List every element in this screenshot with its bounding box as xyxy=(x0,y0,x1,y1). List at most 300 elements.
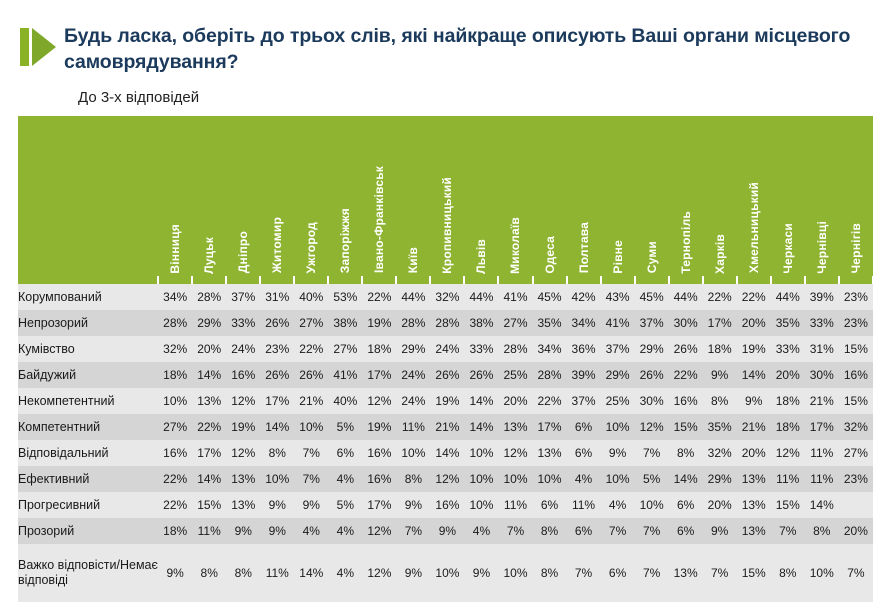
column-header xyxy=(839,116,873,276)
column-header-label: Житомир xyxy=(270,217,285,274)
value-cell: 26% xyxy=(430,362,464,388)
value-cell: 22% xyxy=(669,362,703,388)
value-cell: 12% xyxy=(226,440,260,466)
value-cell: 26% xyxy=(669,336,703,362)
page-subtitle: До 3-х відповідей xyxy=(78,89,200,107)
value-cell: 15% xyxy=(669,414,703,440)
value-cell: 34% xyxy=(567,310,601,336)
column-header xyxy=(226,116,260,276)
value-cell: 6% xyxy=(567,440,601,466)
value-cell: 12% xyxy=(226,388,260,414)
value-cell: 22% xyxy=(158,492,192,518)
value-cell: 11% xyxy=(805,466,839,492)
value-cell: 8% xyxy=(260,440,294,466)
value-cell: 37% xyxy=(601,336,635,362)
value-cell: 6% xyxy=(328,440,362,466)
value-cell: 13% xyxy=(669,544,703,602)
value-cell: 27% xyxy=(839,440,873,466)
column-header-label: Чернівці xyxy=(814,220,829,274)
column-header xyxy=(567,116,601,276)
value-cell: 13% xyxy=(737,492,771,518)
spacer-cell xyxy=(430,276,464,284)
table-header xyxy=(18,116,873,284)
value-cell: 24% xyxy=(396,362,430,388)
spacer-cell xyxy=(362,276,396,284)
column-header-label: Харків xyxy=(712,233,727,274)
value-cell: 16% xyxy=(362,466,396,492)
spacer-cell xyxy=(226,276,260,284)
value-cell: 28% xyxy=(158,310,192,336)
value-cell: 19% xyxy=(430,388,464,414)
value-cell: 19% xyxy=(226,414,260,440)
column-header xyxy=(430,116,464,276)
value-cell: 10% xyxy=(601,414,635,440)
value-cell: 10% xyxy=(464,440,498,466)
column-header-label: Луцьк xyxy=(202,236,217,274)
value-cell: 32% xyxy=(430,284,464,310)
value-cell: 31% xyxy=(260,284,294,310)
value-cell: 14% xyxy=(260,414,294,440)
value-cell: 35% xyxy=(771,310,805,336)
value-cell: 20% xyxy=(839,518,873,544)
table-corner-cell xyxy=(18,116,158,276)
value-cell: 31% xyxy=(805,336,839,362)
value-cell: 8% xyxy=(396,466,430,492)
value-cell: 38% xyxy=(328,310,362,336)
value-cell: 35% xyxy=(703,414,737,440)
value-cell: 14% xyxy=(464,388,498,414)
value-cell: 15% xyxy=(737,544,771,602)
value-cell: 16% xyxy=(839,362,873,388)
column-header-label: Полтава xyxy=(576,222,591,274)
value-cell: 25% xyxy=(601,388,635,414)
value-cell: 8% xyxy=(533,518,567,544)
spacer-cell xyxy=(396,276,430,284)
value-cell: 19% xyxy=(737,336,771,362)
column-header-label: Тернопіль xyxy=(678,210,693,274)
value-cell: 10% xyxy=(498,544,532,602)
value-cell: 53% xyxy=(328,284,362,310)
value-cell: 15% xyxy=(192,492,226,518)
value-cell: 33% xyxy=(226,310,260,336)
value-cell: 27% xyxy=(294,310,328,336)
value-cell: 29% xyxy=(192,310,226,336)
value-cell: 9% xyxy=(260,492,294,518)
value-cell: 6% xyxy=(567,414,601,440)
value-cell: 20% xyxy=(771,362,805,388)
row-label: Корумпований xyxy=(18,284,158,310)
value-cell: 26% xyxy=(260,362,294,388)
value-cell: 12% xyxy=(362,388,396,414)
value-cell: 44% xyxy=(396,284,430,310)
value-cell: 45% xyxy=(533,284,567,310)
value-cell: 23% xyxy=(260,336,294,362)
spacer-cell xyxy=(737,276,771,284)
value-cell: 15% xyxy=(771,492,805,518)
value-cell: 23% xyxy=(839,310,873,336)
value-cell: 13% xyxy=(498,414,532,440)
value-cell: 6% xyxy=(533,492,567,518)
value-cell: 34% xyxy=(533,336,567,362)
value-cell: 12% xyxy=(362,544,396,602)
value-cell: 6% xyxy=(669,492,703,518)
column-header-label: Ужгород xyxy=(304,221,319,274)
spacer-cell xyxy=(158,276,192,284)
value-cell: 28% xyxy=(498,336,532,362)
value-cell: 12% xyxy=(635,414,669,440)
header-spacer-row xyxy=(18,276,873,284)
spacer-cell xyxy=(192,276,226,284)
table-body xyxy=(18,284,873,602)
value-cell: 14% xyxy=(737,362,771,388)
value-cell: 9% xyxy=(260,518,294,544)
value-cell: 8% xyxy=(192,544,226,602)
value-cell: 33% xyxy=(771,336,805,362)
value-cell: 18% xyxy=(771,388,805,414)
data-table-container xyxy=(18,116,874,602)
column-header xyxy=(464,116,498,276)
value-cell: 12% xyxy=(362,518,396,544)
value-cell: 6% xyxy=(567,518,601,544)
row-label: Байдужий xyxy=(18,362,158,388)
value-cell: 29% xyxy=(703,466,737,492)
column-header xyxy=(158,116,192,276)
value-cell: 20% xyxy=(737,310,771,336)
arrow-bullet-icon xyxy=(18,24,64,70)
value-cell: 44% xyxy=(669,284,703,310)
table-row xyxy=(18,440,873,466)
value-cell: 22% xyxy=(737,284,771,310)
value-cell: 24% xyxy=(226,336,260,362)
value-cell: 22% xyxy=(294,336,328,362)
table-row xyxy=(18,362,873,388)
value-cell: 23% xyxy=(839,466,873,492)
spacer-cell xyxy=(18,276,158,284)
value-cell: 30% xyxy=(805,362,839,388)
value-cell: 8% xyxy=(533,544,567,602)
column-header xyxy=(498,116,532,276)
column-header-label: Чернігів xyxy=(848,223,863,274)
value-cell: 43% xyxy=(601,284,635,310)
column-header-label: Вінниця xyxy=(168,223,183,274)
row-label: Компетентний xyxy=(18,414,158,440)
spacer-cell xyxy=(669,276,703,284)
value-cell: 10% xyxy=(430,544,464,602)
value-cell: 14% xyxy=(192,362,226,388)
column-header xyxy=(805,116,839,276)
value-cell: 4% xyxy=(464,518,498,544)
table-row xyxy=(18,466,873,492)
value-cell: 10% xyxy=(260,466,294,492)
column-header xyxy=(533,116,567,276)
value-cell: 25% xyxy=(498,362,532,388)
value-cell: 32% xyxy=(158,336,192,362)
value-cell: 41% xyxy=(328,362,362,388)
value-cell: 16% xyxy=(362,440,396,466)
value-cell: 37% xyxy=(635,310,669,336)
value-cell: 9% xyxy=(737,388,771,414)
column-header xyxy=(192,116,226,276)
value-cell: 26% xyxy=(260,310,294,336)
value-cell: 17% xyxy=(805,414,839,440)
value-cell: 9% xyxy=(294,492,328,518)
value-cell: 16% xyxy=(158,440,192,466)
value-cell: 11% xyxy=(260,544,294,602)
value-cell: 14% xyxy=(192,466,226,492)
value-cell: 7% xyxy=(396,518,430,544)
value-cell: 10% xyxy=(635,492,669,518)
value-cell: 36% xyxy=(567,336,601,362)
value-cell: 7% xyxy=(294,440,328,466)
value-cell: 8% xyxy=(771,544,805,602)
value-cell: 16% xyxy=(669,388,703,414)
value-cell: 8% xyxy=(805,518,839,544)
table-header-row xyxy=(18,116,873,276)
value-cell: 33% xyxy=(805,310,839,336)
value-cell: 10% xyxy=(601,466,635,492)
value-cell: 15% xyxy=(839,336,873,362)
value-cell: 22% xyxy=(533,388,567,414)
value-cell: 44% xyxy=(464,284,498,310)
value-cell: 14% xyxy=(669,466,703,492)
table-row xyxy=(18,544,873,602)
value-cell: 17% xyxy=(703,310,737,336)
value-cell: 8% xyxy=(703,388,737,414)
value-cell: 17% xyxy=(192,440,226,466)
column-header xyxy=(396,116,430,276)
column-header-label: Київ xyxy=(406,247,421,274)
row-label: Непрозорий xyxy=(18,310,158,336)
value-cell: 13% xyxy=(533,440,567,466)
spacer-cell xyxy=(328,276,362,284)
value-cell: 40% xyxy=(294,284,328,310)
value-cell: 4% xyxy=(294,518,328,544)
value-cell: 6% xyxy=(601,544,635,602)
value-cell xyxy=(839,492,873,518)
value-cell: 21% xyxy=(737,414,771,440)
value-cell: 17% xyxy=(533,414,567,440)
value-cell: 38% xyxy=(464,310,498,336)
table-row xyxy=(18,492,873,518)
value-cell: 4% xyxy=(601,492,635,518)
value-cell: 7% xyxy=(635,544,669,602)
spacer-cell xyxy=(805,276,839,284)
value-cell: 5% xyxy=(328,492,362,518)
page-title: Будь ласка, оберіть до трьох слів, які найкраще описують Ваші органи місцевого самоврядування? xyxy=(64,25,851,73)
column-header xyxy=(703,116,737,276)
value-cell: 15% xyxy=(839,388,873,414)
value-cell: 7% xyxy=(635,440,669,466)
value-cell: 13% xyxy=(226,492,260,518)
value-cell: 10% xyxy=(533,466,567,492)
column-header xyxy=(294,116,328,276)
value-cell: 28% xyxy=(396,310,430,336)
value-cell: 22% xyxy=(703,284,737,310)
value-cell: 10% xyxy=(498,466,532,492)
value-cell: 22% xyxy=(192,414,226,440)
value-cell: 9% xyxy=(396,492,430,518)
value-cell: 13% xyxy=(737,518,771,544)
value-cell: 14% xyxy=(430,440,464,466)
value-cell: 29% xyxy=(601,362,635,388)
column-header-label: Черкаси xyxy=(780,222,795,274)
value-cell: 6% xyxy=(669,518,703,544)
value-cell: 39% xyxy=(567,362,601,388)
value-cell: 41% xyxy=(498,284,532,310)
value-cell: 10% xyxy=(294,414,328,440)
table-row xyxy=(18,414,873,440)
value-cell: 11% xyxy=(498,492,532,518)
column-header-label: Кропивницький xyxy=(440,176,455,274)
value-cell: 34% xyxy=(158,284,192,310)
value-cell: 19% xyxy=(362,310,396,336)
value-cell: 30% xyxy=(669,310,703,336)
table-row xyxy=(18,388,873,414)
column-header-label: Суми xyxy=(644,241,659,274)
spacer-cell xyxy=(567,276,601,284)
value-cell: 17% xyxy=(362,362,396,388)
value-cell: 26% xyxy=(464,362,498,388)
value-cell: 18% xyxy=(703,336,737,362)
spacer-cell xyxy=(260,276,294,284)
table-row xyxy=(18,336,873,362)
value-cell: 45% xyxy=(635,284,669,310)
value-cell: 22% xyxy=(158,466,192,492)
value-cell: 23% xyxy=(839,284,873,310)
value-cell: 27% xyxy=(328,336,362,362)
value-cell: 10% xyxy=(158,388,192,414)
value-cell: 17% xyxy=(362,492,396,518)
value-cell: 24% xyxy=(396,388,430,414)
value-cell: 7% xyxy=(771,518,805,544)
value-cell: 9% xyxy=(601,440,635,466)
spacer-cell xyxy=(601,276,635,284)
row-label: Некомпетентний xyxy=(18,388,158,414)
value-cell: 40% xyxy=(328,388,362,414)
value-cell: 14% xyxy=(805,492,839,518)
value-cell: 20% xyxy=(703,492,737,518)
value-cell: 5% xyxy=(328,414,362,440)
column-header-label: Хмельницький xyxy=(746,182,761,274)
value-cell: 8% xyxy=(669,440,703,466)
value-cell: 11% xyxy=(771,466,805,492)
value-cell: 32% xyxy=(703,440,737,466)
value-cell: 13% xyxy=(737,466,771,492)
table-row xyxy=(18,284,873,310)
value-cell: 7% xyxy=(294,466,328,492)
value-cell: 7% xyxy=(567,544,601,602)
value-cell: 27% xyxy=(498,310,532,336)
spacer-cell xyxy=(294,276,328,284)
value-cell: 7% xyxy=(498,518,532,544)
value-cell: 8% xyxy=(226,544,260,602)
value-cell: 39% xyxy=(805,284,839,310)
value-cell: 20% xyxy=(192,336,226,362)
value-cell: 11% xyxy=(805,440,839,466)
value-cell: 21% xyxy=(294,388,328,414)
spacer-cell xyxy=(498,276,532,284)
value-cell: 28% xyxy=(533,362,567,388)
column-header-label: Запоріжжя xyxy=(338,208,353,274)
value-cell: 10% xyxy=(396,440,430,466)
value-cell: 33% xyxy=(464,336,498,362)
table-row xyxy=(18,310,873,336)
value-cell: 12% xyxy=(771,440,805,466)
value-cell: 7% xyxy=(839,544,873,602)
value-cell: 37% xyxy=(226,284,260,310)
value-cell: 16% xyxy=(430,492,464,518)
value-cell: 13% xyxy=(192,388,226,414)
value-cell: 9% xyxy=(703,362,737,388)
column-header-label: Івано-Франківськ xyxy=(372,166,387,274)
value-cell: 17% xyxy=(260,388,294,414)
column-header xyxy=(669,116,703,276)
value-cell: 18% xyxy=(771,414,805,440)
value-cell: 41% xyxy=(601,310,635,336)
column-header xyxy=(328,116,362,276)
value-cell: 12% xyxy=(498,440,532,466)
value-cell: 9% xyxy=(703,518,737,544)
value-cell: 4% xyxy=(328,518,362,544)
column-header-label: Миколаїв xyxy=(508,216,523,274)
spacer-cell xyxy=(839,276,873,284)
value-cell: 19% xyxy=(362,414,396,440)
value-cell: 32% xyxy=(839,414,873,440)
value-cell: 30% xyxy=(635,388,669,414)
value-cell: 20% xyxy=(737,440,771,466)
value-cell: 7% xyxy=(635,518,669,544)
column-header-label: Рівне xyxy=(610,239,625,274)
value-cell: 5% xyxy=(635,466,669,492)
value-cell: 35% xyxy=(533,310,567,336)
spacer-cell xyxy=(635,276,669,284)
value-cell: 14% xyxy=(294,544,328,602)
spacer-cell xyxy=(771,276,805,284)
value-cell: 28% xyxy=(430,310,464,336)
value-cell: 18% xyxy=(158,518,192,544)
value-cell: 22% xyxy=(362,284,396,310)
value-cell: 7% xyxy=(703,544,737,602)
value-cell: 26% xyxy=(294,362,328,388)
value-cell: 26% xyxy=(635,362,669,388)
value-cell: 4% xyxy=(328,544,362,602)
value-cell: 18% xyxy=(158,362,192,388)
column-header-label: Дніпро xyxy=(236,231,251,274)
value-cell: 11% xyxy=(192,518,226,544)
row-label: Важко відповісти/Немає відповіді xyxy=(18,544,158,602)
value-cell: 12% xyxy=(430,466,464,492)
value-cell: 27% xyxy=(158,414,192,440)
value-cell: 13% xyxy=(226,466,260,492)
value-cell: 29% xyxy=(396,336,430,362)
value-cell: 10% xyxy=(464,466,498,492)
value-cell: 9% xyxy=(464,544,498,602)
table-row xyxy=(18,518,873,544)
column-header xyxy=(601,116,635,276)
column-header xyxy=(635,116,669,276)
row-label: Прозорий xyxy=(18,518,158,544)
value-cell: 9% xyxy=(396,544,430,602)
value-cell: 42% xyxy=(567,284,601,310)
value-cell: 4% xyxy=(567,466,601,492)
spacer-cell xyxy=(464,276,498,284)
column-header xyxy=(771,116,805,276)
spacer-cell xyxy=(533,276,567,284)
value-cell: 11% xyxy=(567,492,601,518)
row-label: Відповідальний xyxy=(18,440,158,466)
value-cell: 20% xyxy=(498,388,532,414)
value-cell: 16% xyxy=(226,362,260,388)
